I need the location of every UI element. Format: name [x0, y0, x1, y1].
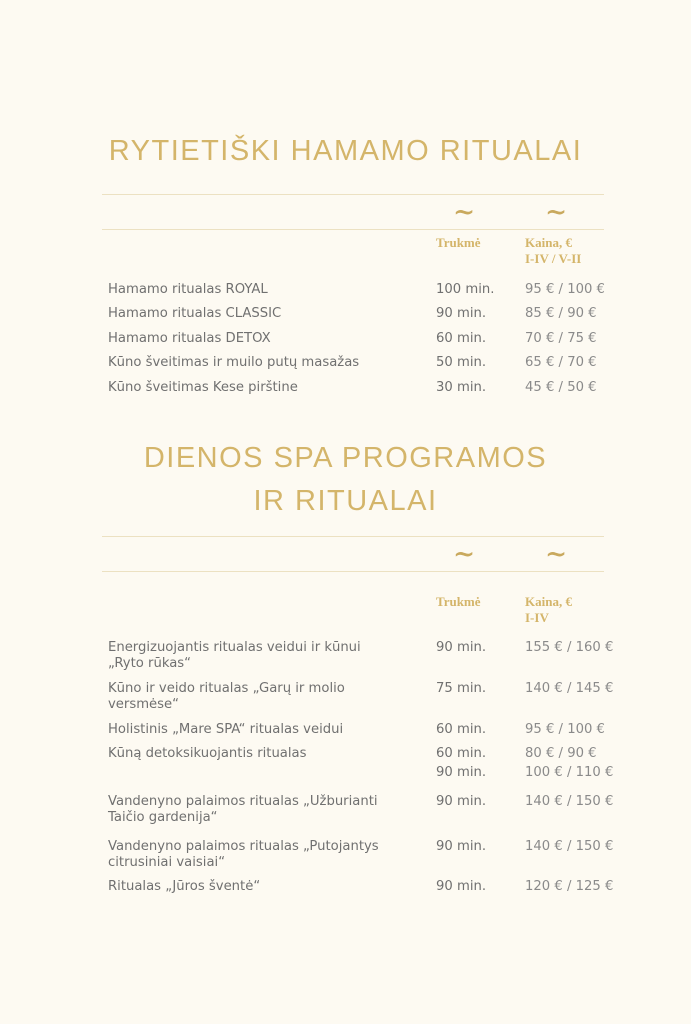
- treatment-duration: 90 min.: [436, 879, 487, 894]
- treatment-price: [525, 746, 613, 784]
- treatment-price: 140 € / 150 €: [525, 794, 614, 809]
- treatment-name: [108, 640, 408, 672]
- treatment-price: 45 € / 50 €: [525, 380, 597, 395]
- tilde-ornament-icon: ~: [544, 539, 568, 568]
- treatment-duration: 50 min.: [436, 355, 487, 370]
- treatment-duration: 90 min.: [436, 306, 487, 321]
- treatment-name: Kūno šveitimas ir muilo putų masažas: [108, 355, 360, 370]
- treatment-price: 95 € / 100 €: [525, 722, 605, 737]
- treatment-duration: 30 min.: [436, 380, 487, 395]
- price-option: 80 € / 90 €: [525, 746, 597, 761]
- divider: [102, 571, 604, 572]
- tilde-ornament-icon: ~: [452, 539, 476, 568]
- section-title-line1: DIENOS SPA PROGRAMOS: [143, 442, 548, 474]
- price-header-periods: I-IV: [525, 610, 549, 625]
- price-option: 100 € / 110 €: [525, 765, 614, 780]
- treatment-name: [108, 681, 408, 713]
- column-header-price: [525, 594, 572, 626]
- duration-option: 60 min.: [436, 746, 487, 761]
- treatment-name: [108, 794, 408, 826]
- duration-option: 90 min.: [436, 765, 487, 780]
- treatment-duration: 75 min.: [436, 681, 487, 696]
- treatment-name-line1: Vandenyno palaimos ritualas „Putojantys: [108, 839, 379, 854]
- treatment-name-line2: Taičio gardenija“: [108, 810, 218, 825]
- treatment-duration: 90 min.: [436, 794, 487, 809]
- treatment-name-line2: versmėse“: [108, 697, 179, 712]
- treatment-duration: 60 min.: [436, 331, 487, 346]
- treatment-price: 140 € / 145 €: [525, 681, 614, 696]
- treatment-price: 70 € / 75 €: [525, 331, 597, 346]
- treatment-name: Hamamo ritualas ROYAL: [108, 282, 268, 297]
- treatment-price: 155 € / 160 €: [525, 640, 614, 655]
- treatment-price: 65 € / 70 €: [525, 355, 597, 370]
- divider: [102, 536, 604, 537]
- treatment-price: 85 € / 90 €: [525, 306, 597, 321]
- section-title: RYTIETIŠKI HAMAMO RITUALAI: [108, 135, 583, 167]
- treatment-name: [108, 839, 408, 871]
- column-header-price: [525, 235, 581, 267]
- treatment-name: Kūno šveitimas Kese pirštine: [108, 380, 298, 395]
- treatment-duration: 60 min.: [436, 722, 487, 737]
- column-header-duration: Trukmė: [436, 594, 481, 609]
- divider: [102, 229, 604, 230]
- treatment-duration: [436, 746, 486, 784]
- treatment-name-line1: Energizuojantis ritualas veidui ir kūnui: [108, 640, 361, 655]
- treatment-name: Ritualas „Jūros šventė“: [108, 879, 261, 894]
- column-header-duration: Trukmė: [436, 235, 481, 250]
- treatment-name-line2: citrusiniai vaisiai“: [108, 855, 226, 870]
- divider: [102, 194, 604, 195]
- treatment-name-line1: Vandenyno palaimos ritualas „Užburianti: [108, 794, 378, 809]
- treatment-name: Hamamo ritualas DETOX: [108, 331, 271, 346]
- treatment-price: 95 € / 100 €: [525, 282, 605, 297]
- price-header-periods: I-IV / V-II: [525, 251, 582, 266]
- treatment-name: Hamamo ritualas CLASSIC: [108, 306, 282, 321]
- treatment-duration: 90 min.: [436, 839, 487, 854]
- treatment-price: 140 € / 150 €: [525, 839, 614, 854]
- treatment-name-line1: Kūno ir veido ritualas „Garų ir molio: [108, 681, 345, 696]
- price-header-label: Kaina, €: [525, 594, 572, 609]
- tilde-ornament-icon: ~: [544, 197, 568, 226]
- treatment-name: Holistinis „Mare SPA“ ritualas veidui: [108, 722, 344, 737]
- treatment-name-line2: „Ryto rūkas“: [108, 656, 192, 671]
- treatment-duration: 100 min.: [436, 282, 495, 297]
- treatment-price: 120 € / 125 €: [525, 879, 614, 894]
- tilde-ornament-icon: ~: [452, 197, 476, 226]
- price-header-label: Kaina, €: [525, 235, 572, 250]
- treatment-name: Kūną detoksikuojantis ritualas: [108, 746, 307, 761]
- treatment-duration: 90 min.: [436, 640, 487, 655]
- section-title-line2: IR RITUALAI: [253, 485, 438, 517]
